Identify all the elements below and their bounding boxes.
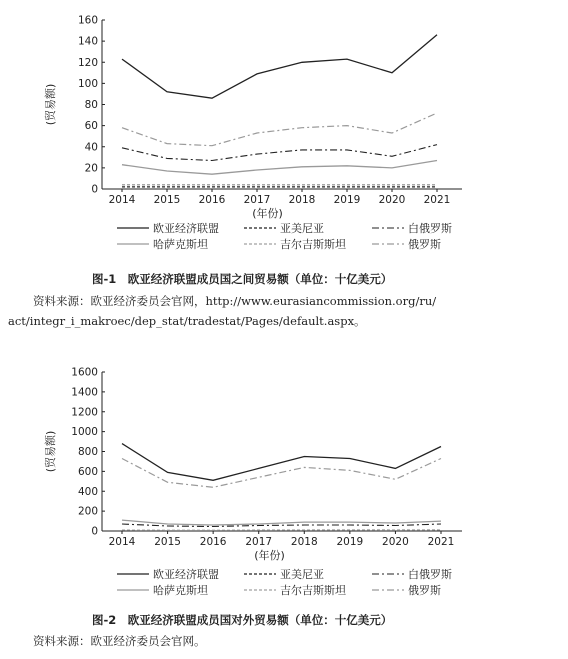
- chart2-legend-label-3: 白俄罗斯: [408, 568, 452, 581]
- chart2-x-tick-label: 2020: [382, 536, 409, 548]
- chart2-legend-label-6: 俄罗斯: [408, 584, 441, 597]
- chart-1-source-line-2: act/integr_i_makroec/dep_stat/tradestat/Pages/default.aspx。: [8, 314, 366, 328]
- chart1-y-tick-label: 140: [77, 35, 98, 48]
- chart2-legend-label-2: 亚美尼亚: [280, 568, 324, 581]
- chart2-x-tick-label: 2015: [154, 536, 181, 548]
- chart1-x-tick-label: 2021: [423, 194, 451, 206]
- chart1-y-tick-label: 120: [77, 56, 98, 69]
- chart1-x-tick-label: 2019: [333, 194, 361, 206]
- chart2-legend-label-4: 哈萨克斯坦: [153, 584, 208, 597]
- chart2-y-tick-label: 1000: [71, 426, 98, 439]
- chart1-legend-label-4: 哈萨克斯坦: [153, 238, 208, 251]
- chart2-series-line-1: [122, 444, 441, 481]
- chart2-x-tick-label: 2021: [427, 536, 455, 548]
- chart2-y-tick-label: 400: [77, 485, 98, 498]
- chart2-y-tick-label: 1400: [71, 386, 98, 399]
- chart1-legend-label-2: 亚美尼亚: [280, 222, 324, 235]
- chart1-y-tick-label: 0: [91, 183, 98, 196]
- chart2-y-tick-label: 1600: [71, 366, 98, 379]
- chart1-x-tick-label: 2020: [378, 194, 406, 206]
- chart2-y-tick-label: 600: [77, 465, 98, 478]
- chart1-legend-label-6: 俄罗斯: [408, 238, 441, 251]
- chart2-x-tick-label: 2016: [199, 536, 227, 548]
- chart1-x-tick-label: 2016: [198, 194, 226, 206]
- chart2-y-tick-label: 200: [77, 505, 98, 518]
- chart1-x-tick-label: 2017: [243, 194, 271, 206]
- chart2-legend-label-5: 吉尔吉斯斯坦: [280, 584, 346, 597]
- chart1-y-tick-label: 160: [77, 14, 98, 27]
- chart1-x-tick-label: 2018: [288, 194, 316, 206]
- chart2-x-tick-label: 2019: [336, 536, 364, 548]
- chart2-series-line-4: [122, 520, 441, 525]
- chart1-x-axis-label: (年份): [252, 207, 283, 220]
- chart1-y-tick-label: 100: [77, 77, 98, 90]
- chart2-y-tick-label: 1200: [71, 406, 98, 419]
- chart-1-source-line-1: 资料来源：欧亚经济委员会官网，http://www.eurasiancommission.org/ru/: [33, 294, 437, 308]
- chart2-x-axis-label: (年份): [254, 549, 285, 562]
- chart2-x-tick-label: 2014: [108, 536, 136, 548]
- chart1-x-tick-label: 2014: [108, 194, 136, 206]
- chart-2-caption: 图-2 欧亚经济联盟成员国对外贸易额（单位：十亿美元）: [92, 613, 393, 627]
- chart-1-caption: 图-1 欧亚经济联盟成员国之间贸易额（单位：十亿美元）: [92, 272, 393, 286]
- chart1-x-tick-label: 2015: [153, 194, 181, 206]
- chart1-y-axis-label: (贸易额): [44, 83, 57, 126]
- chart1-legend-label-3: 白俄罗斯: [408, 222, 452, 235]
- chart2-x-tick-label: 2017: [245, 536, 273, 548]
- chart1-y-tick-label: 40: [84, 141, 98, 154]
- chart-2-source-line-1: 资料来源：欧亚经济委员会官网。: [33, 634, 206, 648]
- chart2-x-tick-label: 2018: [290, 536, 318, 548]
- chart1-legend-label-5: 吉尔吉斯斯坦: [280, 238, 346, 251]
- chart2-y-tick-label: 0: [91, 525, 98, 538]
- chart1-legend-label-1: 欧亚经济联盟: [153, 222, 219, 235]
- chart2-y-tick-label: 800: [77, 446, 98, 458]
- chart2-y-axis-label: (贸易额): [44, 430, 57, 473]
- chart1-y-tick-label: 80: [84, 99, 98, 111]
- chart2-legend-label-1: 欧亚经济联盟: [153, 568, 219, 581]
- chart1-y-tick-label: 60: [84, 120, 98, 133]
- chart1-y-tick-label: 20: [84, 162, 98, 175]
